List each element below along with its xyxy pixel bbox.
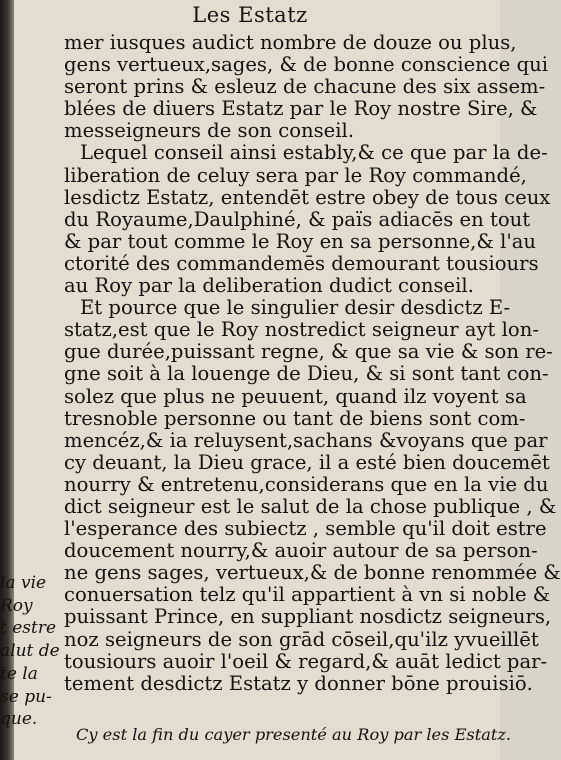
marginal-note-line: te la <box>0 663 38 684</box>
text-line: noz seigneurs de son grād cōseil,qu'ilz yvueillēt <box>64 627 539 651</box>
marginal-note-line: se pu- <box>0 686 52 707</box>
text-line: dict seigneur est le salut de la chose publique , & <box>64 494 557 518</box>
text-line: ctorité des commandemēs demourant tousiours <box>64 251 539 275</box>
text-line: messeigneurs de son conseil. <box>64 119 355 143</box>
text-line: Lequel conseil ainsi estably,& ce que par la de- <box>80 141 548 165</box>
main-text-block <box>64 31 561 695</box>
text-line: tresnoble personne ou tant de biens sont com- <box>64 406 526 430</box>
text-line: tousiours auoir l'oeil & regard,& auāt ledict par- <box>64 649 548 673</box>
marginal-note-line: t estre <box>0 618 57 639</box>
text-line: gne soit à la louenge de Dieu, & si sont tant con- <box>64 362 549 386</box>
text-line: blées de diuers Estatz par le Roy nostre Sire, & <box>64 97 538 121</box>
text-line: seront prins & esleuz de chacune des six assem- <box>64 75 546 99</box>
text-line: statz,est que le Roy nostredict seigneur ayt lon- <box>64 318 539 342</box>
text-line: mer iusques audict nombre de douze ou plus, <box>64 31 517 54</box>
text-line: mencéz,& ia reluysent,sachans &voyans que par <box>64 428 548 452</box>
text-line: cy deuant, la Dieu grace, il a esté bien doucemēt <box>64 450 550 474</box>
text-line: puissant Prince, en suppliant nosdictz seigneurs, <box>64 605 552 629</box>
text-line: gue durée,puissant regne, & que sa vie & son re- <box>64 340 553 364</box>
text-line: doucement nourry,& auoir autour de sa person- <box>64 539 538 563</box>
text-line: Et pource que le singulier desir desdictz E- <box>80 296 511 320</box>
text-line: liberation de celuy sera par le Roy commandé, <box>64 163 527 187</box>
text-line: lesdictz Estatz, entendēt estre obey de tous ceux <box>64 185 551 209</box>
text-line: solez que plus ne peuuent, quand ilz voyent sa <box>64 384 527 408</box>
text-line: l'esperance des subiectz , semble qu'il doit estre <box>64 517 547 541</box>
text-line: ne gens sages, vertueux,& de bonne renommée & <box>64 561 561 585</box>
marginal-note-line: la vie <box>0 573 47 593</box>
marginal-note-line: que. <box>0 709 38 730</box>
text-line: du Royaume,Daulphiné, & païs adiacēs en tout <box>64 207 531 231</box>
text-line: au Roy par la deliberation dudict conseil. <box>64 274 474 298</box>
text-line: nourry & entretenu,considerans que en la vie du <box>64 472 549 496</box>
text-line: conuersation telz qu'il appartient à vn si noble & <box>64 583 551 607</box>
marginal-note-line: Roy <box>0 595 33 616</box>
text-line: gens vertueux,sages, & de bonne conscience qui <box>64 53 549 77</box>
marginal-note <box>0 572 62 731</box>
colophon: Cy est la fin du cayer presenté au Roy par les Estatz. <box>76 725 512 744</box>
text-line: tement desdictz Estatz y donner bōne prouisiō. <box>64 671 533 695</box>
marginal-note-line: alut de <box>0 641 60 662</box>
running-title: Les Estatz <box>192 3 308 27</box>
text-line: & par tout comme le Roy en sa personne,& l'au <box>64 229 537 253</box>
